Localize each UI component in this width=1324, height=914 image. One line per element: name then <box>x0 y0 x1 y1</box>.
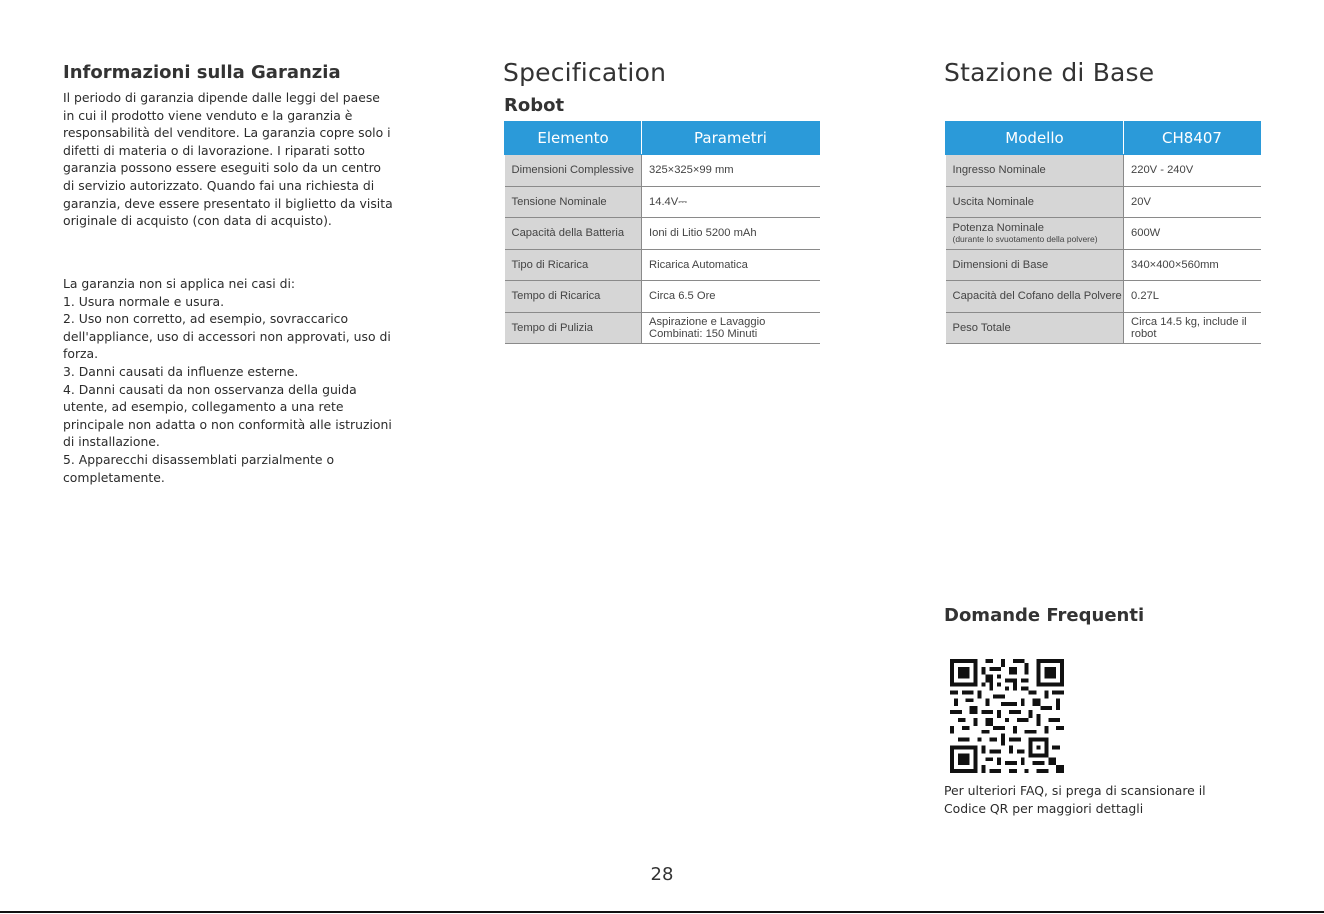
column-header: CH8407 <box>1124 122 1261 155</box>
specification-title: Specification <box>503 58 667 87</box>
exclusion-item: 2. Uso non corretto, ad esempio, sovraccarico dell'appliance, uso di accessori non approvati, uso di forza. <box>63 311 391 362</box>
row-label: Tempo di Pulizia <box>505 312 642 344</box>
column-header: Modello <box>946 122 1124 155</box>
row-value: 340×400×560mm <box>1124 249 1261 281</box>
base-station-table <box>945 121 1261 344</box>
table-header-row <box>505 122 820 155</box>
row-value: 20V <box>1124 186 1261 218</box>
table-row <box>946 281 1261 313</box>
warranty-title: Informazioni sulla Garanzia <box>63 62 341 83</box>
row-value: 600W <box>1124 218 1261 250</box>
robot-spec-table <box>504 121 820 344</box>
row-label <box>946 218 1124 250</box>
row-label: Dimensioni di Base <box>946 249 1124 281</box>
table-row <box>505 186 820 218</box>
table-row <box>505 249 820 281</box>
row-label: Uscita Nominale <box>946 186 1124 218</box>
bottom-rule <box>0 911 1324 913</box>
base-station-title: Stazione di Base <box>944 58 1155 87</box>
row-label: Capacità del Cofano della Polvere <box>946 281 1124 313</box>
table-row <box>505 312 820 344</box>
page-number: 28 <box>650 864 674 885</box>
column-header: Elemento <box>505 122 642 155</box>
row-value: 14.4V⎓ <box>642 186 820 218</box>
exclusions-intro: La garanzia non si applica nei casi di: <box>63 276 296 291</box>
robot-subtitle: Robot <box>504 95 565 116</box>
row-label: Tipo di Ricarica <box>505 249 642 281</box>
row-label: Tensione Nominale <box>505 186 642 218</box>
row-value: Circa 6.5 Ore <box>642 281 820 313</box>
exclusion-item: 4. Danni causati da non osservanza della guida utente, ad esempio, collegamento a una rete principale non adatta o non conformità alle istruzioni di installazione. <box>63 381 392 450</box>
exclusion-item: 3. Danni causati da influenze esterne. <box>63 363 299 379</box>
row-value: Circa 14.5 kg, include il robot <box>1124 312 1261 344</box>
faq-description: Per ulteriori FAQ, si prega di scansionare il Codice QR per maggiori dettagli <box>944 783 1206 816</box>
row-label-text: Potenza Nominale <box>952 222 1044 235</box>
warranty-exclusions <box>63 275 393 486</box>
table-row <box>946 155 1261 187</box>
row-value: 325×325×99 mm <box>642 155 820 187</box>
table-row <box>946 249 1261 281</box>
row-value: 0.27L <box>1124 281 1261 313</box>
exclusion-item: 1. Usura normale e usura. <box>63 293 225 309</box>
faq-title: Domande Frequenti <box>944 605 1145 626</box>
row-label: Capacità della Batteria <box>505 218 642 250</box>
table-row <box>946 186 1261 218</box>
table-row <box>505 281 820 313</box>
table-row <box>946 312 1261 344</box>
column-header: Parametri <box>642 122 820 155</box>
row-label: Dimensioni Complessive <box>505 155 642 187</box>
row-value: 220V - 240V <box>1124 155 1261 187</box>
row-value: Aspirazione e Lavaggio Combinati: 150 Minuti <box>642 312 820 344</box>
row-value: Ricarica Automatica <box>642 249 820 281</box>
row-label: Ingresso Nominale <box>946 155 1124 187</box>
exclusion-item: 5. Apparecchi disassemblati parzialmente o completamente. <box>63 451 335 485</box>
qr-code-icon <box>950 659 1064 773</box>
warranty-paragraph: Il periodo di garanzia dipende dalle leggi del paese in cui il prodotto viene venduto e la garanzia è responsabilità del venditore. La garanzia copre solo i difetti di materia o di lavorazione. I riparati sotto garanzia possono essere eseguiti solo da un centro di servizio autorizzato. Quando fai una richiesta di garanzia, deve essere presentato il biglietto da visita originale di acquisto (con data di acquisto). <box>63 90 393 229</box>
table-row <box>505 218 820 250</box>
table-row <box>505 155 820 187</box>
row-label-note: (durante lo svuotamento della polvere) <box>952 234 1098 245</box>
table-row <box>946 218 1261 250</box>
row-label: Peso Totale <box>946 312 1124 344</box>
table-header-row <box>946 122 1261 155</box>
row-value: Ioni di Litio 5200 mAh <box>642 218 820 250</box>
row-label: Tempo di Ricarica <box>505 281 642 313</box>
